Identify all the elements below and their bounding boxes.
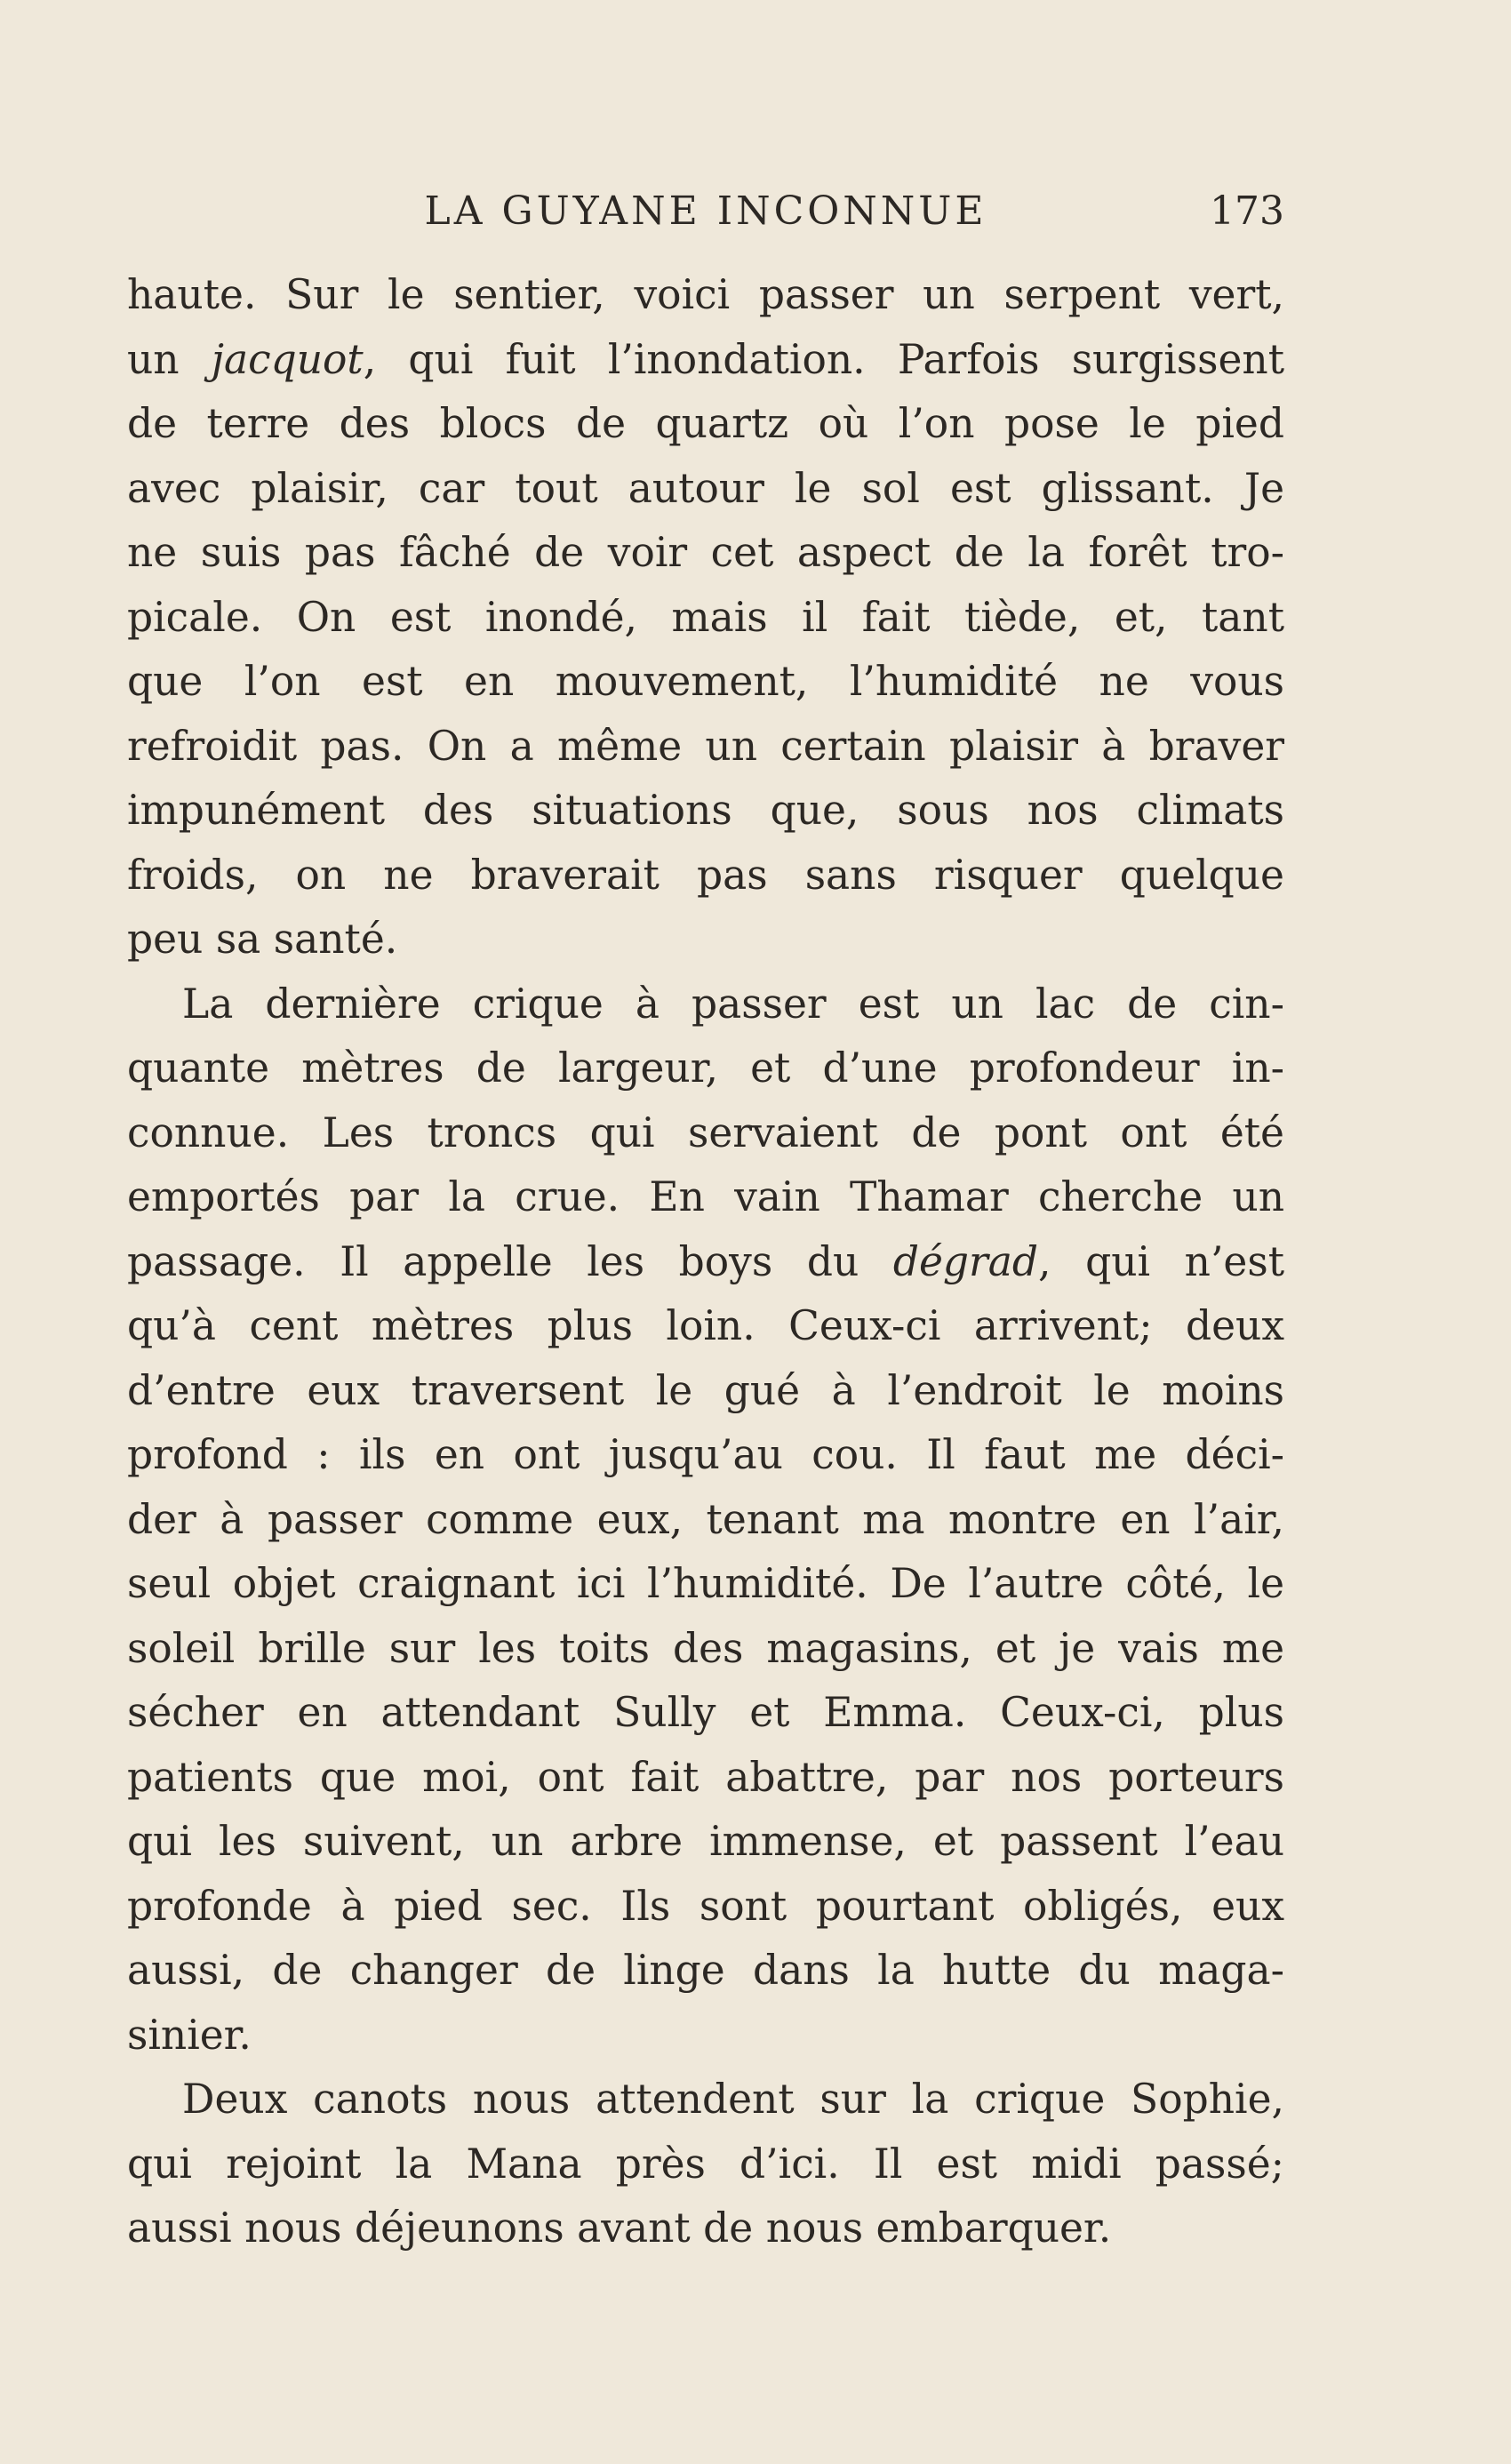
text-line: ne suis pas fâché de voir cet aspect de la forêt tro- [127, 529, 1284, 576]
text-line: emportés par la crue. En vain Thamar cherche un [127, 1173, 1284, 1220]
text-line: froids, on ne braverait pas sans risquer quelque [127, 851, 1284, 899]
text-line: aussi nous déjeunons avant de nous embarquer. [127, 2204, 1112, 2252]
text-line: de terre des blocs de quartz où l’on pose le pied [127, 400, 1284, 447]
text-line: seul objet craignant ici l’humidité. De l’autre côté, le [127, 1560, 1284, 1607]
text-line: Deux canots nous attendent sur la crique Sophie, [182, 2076, 1284, 2123]
body-text [127, 263, 1284, 2261]
text-line: der à passer comme eux, tenant ma montre en l’air, [127, 1495, 1284, 1543]
text-line: passage. Il appelle les boys du dégrad, qui n’est [127, 1237, 1284, 1285]
text-line: soleil brille sur les toits des magasins, et je vais me [127, 1624, 1284, 1672]
text-line: d’entre eux traversent le gué à l’endroit le moins [127, 1366, 1284, 1414]
text-line: impunément des situations que, sous nos climats [127, 787, 1284, 834]
text-line: connue. Les troncs qui servaient de pont ont été [127, 1108, 1284, 1156]
text-line: refroidit pas. On a même un certain plaisir à braver [127, 722, 1284, 770]
text-line: peu sa santé. [127, 916, 398, 963]
text-line: picale. On est inondé, mais il fait tiède, et, tant [127, 593, 1284, 641]
text-line: qu’à cent mètres plus loin. Ceux-ci arrivent; deux [127, 1302, 1284, 1349]
text-line: quante mètres de largeur, et d’une profondeur in- [127, 1044, 1284, 1092]
text-line: avec plaisir, car tout autour le sol est glissant. Je [127, 464, 1284, 512]
page-number: 173 [1210, 188, 1284, 234]
page-header [127, 185, 1284, 238]
paragraph-1 [127, 263, 1284, 972]
text-line: aussi, de changer de linge dans la hutte du maga- [127, 1947, 1284, 1994]
text-line: sécher en attendant Sully et Emma. Ceux-ci, plus [127, 1689, 1284, 1736]
text-line: patients que moi, ont fait abattre, par nos porteurs [127, 1753, 1284, 1801]
text-line: qui rejoint la Mana près d’ici. Il est midi passé; [127, 2140, 1284, 2188]
text-line: que l’on est en mouvement, l’humidité ne vous [127, 658, 1284, 705]
text-line: un jacquot, qui fuit l’inondation. Parfois surgissent [127, 335, 1284, 383]
text-line: La dernière crique à passer est un lac de cin- [182, 980, 1284, 1028]
text-line: profond : ils en ont jusqu’au cou. Il faut me déci- [127, 1431, 1284, 1478]
text-line: haute. Sur le sentier, voici passer un serpent vert, [127, 271, 1284, 318]
paragraph-2 [127, 972, 1284, 2068]
running-title: LA GUYANE INCONNUE [424, 188, 987, 234]
text-line: profonde à pied sec. Ils sont pourtant obligés, eux [127, 1882, 1284, 1930]
paragraph-3 [127, 2068, 1284, 2261]
text-line: sinier. [127, 2011, 252, 2059]
text-line: qui les suivent, un arbre immense, et passent l’eau [127, 1818, 1284, 1865]
